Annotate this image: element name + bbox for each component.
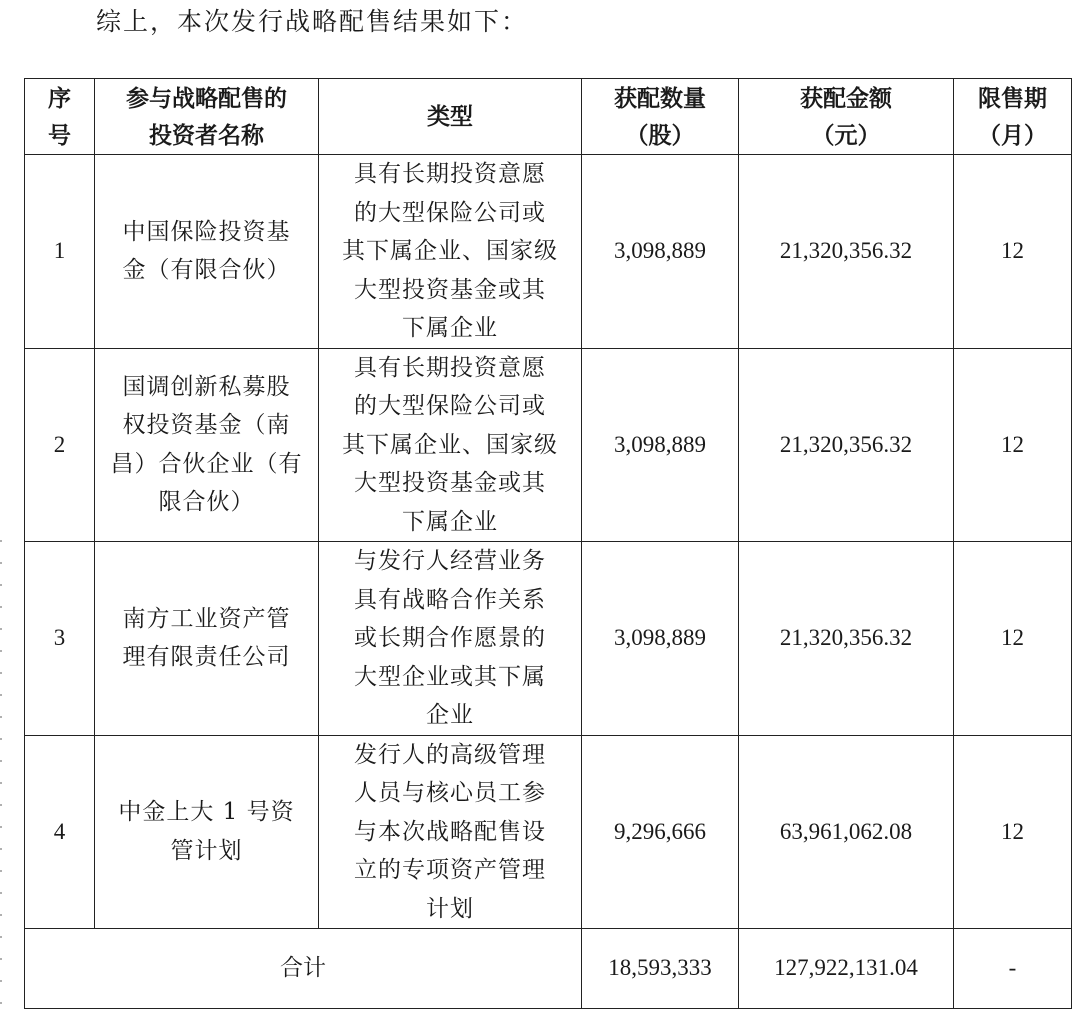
table-header-row [25,79,1072,155]
cell-shares: 3,098,889 [582,155,739,349]
header-allocated-shares: 获配数量 （股） [582,79,739,155]
cell-investor-name [95,348,319,542]
cell-amount: 21,320,356.32 [739,542,954,736]
cell-investor-name [95,735,319,929]
total-amount: 127,922,131.04 [739,929,954,1009]
cell-shares: 3,098,889 [582,542,739,736]
strategic-allocation-table [24,78,1072,1009]
cell-investor-name [95,155,319,349]
header-investor-name: 参与战略配售的 投资者名称 [95,79,319,155]
header-seq: 序 号 [25,79,95,155]
header-allocated-amount: 获配金额 （元） [739,79,954,155]
cell-shares: 9,296,666 [582,735,739,929]
cell-type: 与发行人经营业务 具有战略合作关系 或长期合作愿景的 大型企业或其下属 企业 [319,542,582,736]
investor-name-text: 中国保险投资基 金（有限合伙） [122,218,291,284]
cell-seq: 1 [25,155,95,349]
cell-shares: 3,098,889 [582,348,739,542]
table-row [25,735,1072,929]
total-label: 合计 [25,929,582,1009]
cell-amount: 21,320,356.32 [739,348,954,542]
table-row [25,155,1072,349]
intro-text: 综上，本次发行战略配售结果如下： [96,7,529,36]
investor-name-text: 中金上大 1 号资 管计划 [118,799,295,864]
table-row [25,348,1072,542]
cell-seq: 4 [25,735,95,929]
cell-lockup: 12 [954,155,1072,349]
cell-type: 发行人的高级管理 人员与核心员工参 与本次战略配售设 立的专项资产管理 计划 [319,735,582,929]
cell-seq: 3 [25,542,95,736]
cell-amount: 63,961,062.08 [739,735,954,929]
cell-lockup: 12 [954,542,1072,736]
investor-name-text: 南方工业资产管 理有限责任公司 [122,605,291,671]
cell-amount: 21,320,356.32 [739,155,954,349]
margin-dotted-guide [0,540,6,1015]
investor-name-text: 国调创新私募股 权投资基金（南 昌）合伙企业（有 限合伙） [110,373,303,516]
cell-investor-name [95,542,319,736]
cell-type: 具有长期投资意愿 的大型保险公司或 其下属企业、国家级 大型投资基金或其 下属企业 [319,155,582,349]
total-shares: 18,593,333 [582,929,739,1009]
header-type: 类型 [319,79,582,155]
table-total-row [25,929,1072,1009]
cell-type: 具有长期投资意愿 的大型保险公司或 其下属企业、国家级 大型投资基金或其 下属企业 [319,348,582,542]
total-lockup: - [954,929,1072,1009]
table-row [25,542,1072,736]
cell-lockup: 12 [954,735,1072,929]
header-lockup-period: 限售期 （月） [954,79,1072,155]
cell-lockup: 12 [954,348,1072,542]
cell-seq: 2 [25,348,95,542]
